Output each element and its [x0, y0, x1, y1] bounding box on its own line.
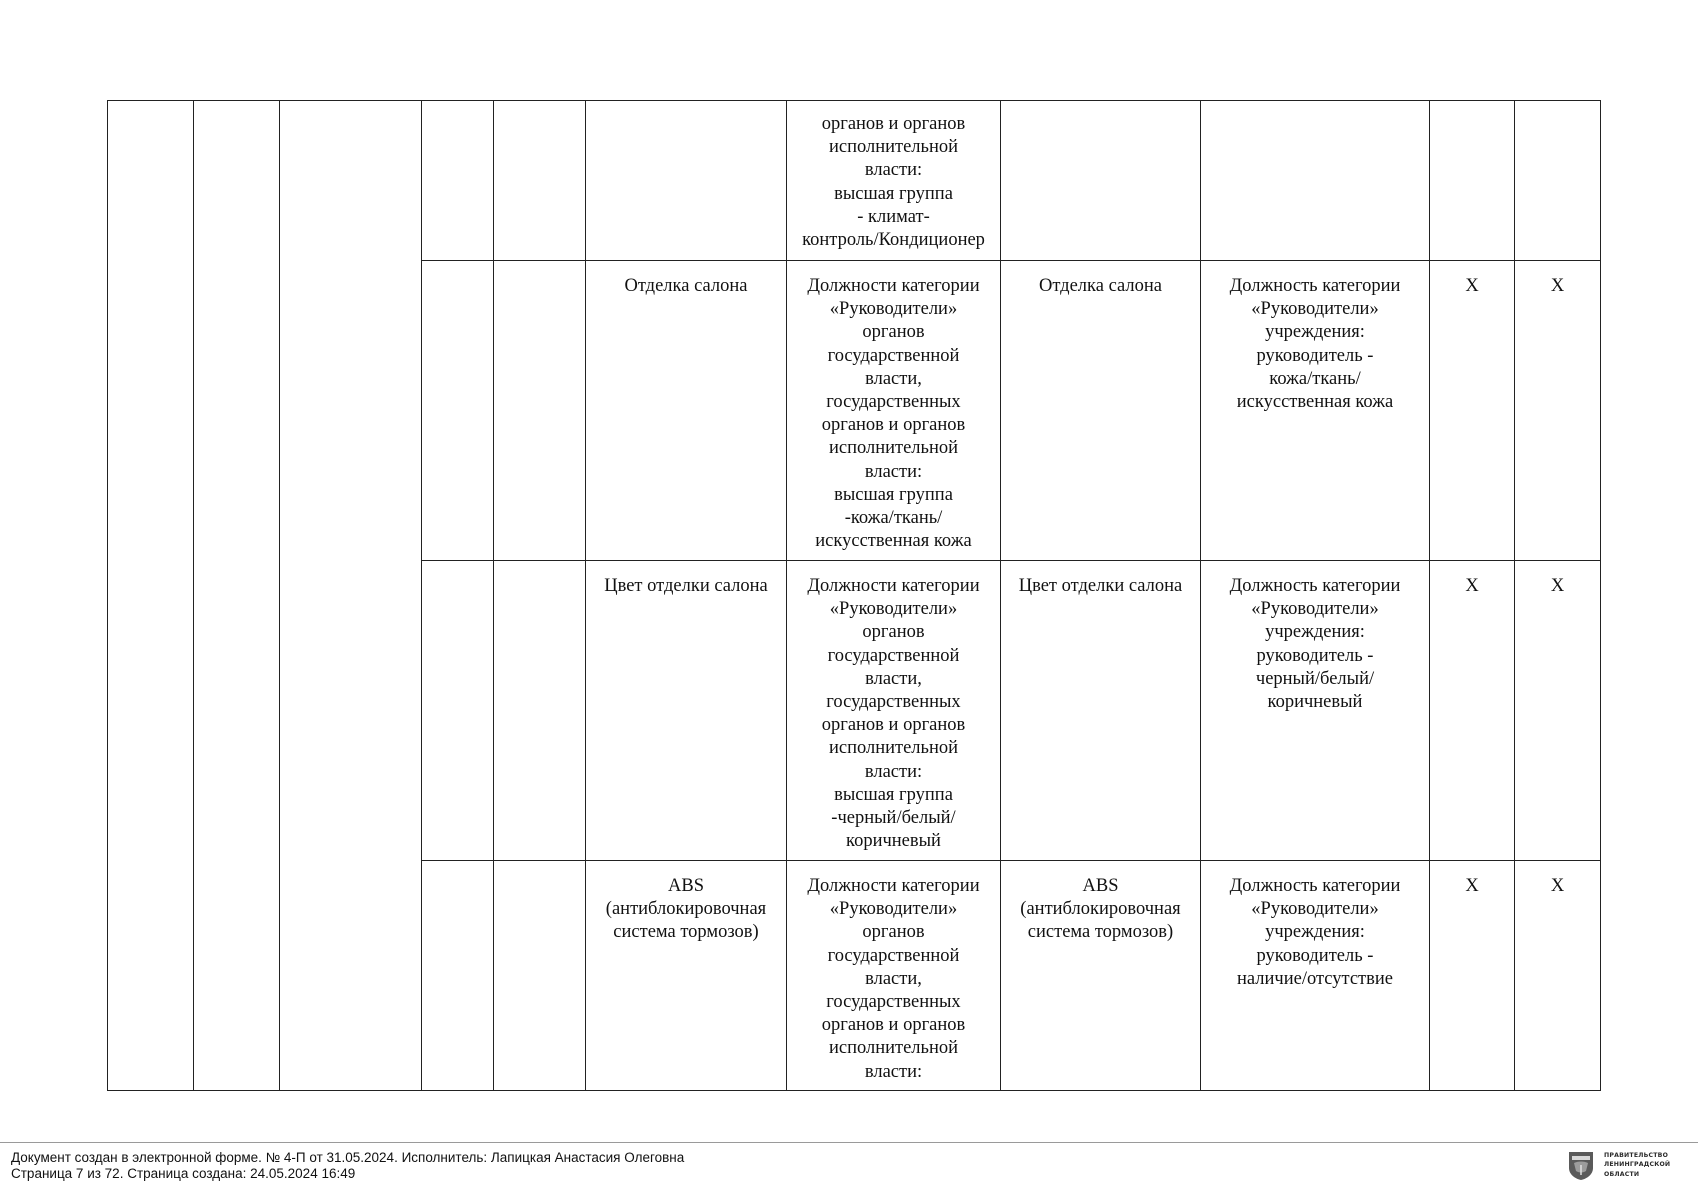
table-cell-characteristic: ABS (антиблокировочная система тормозов): [586, 861, 787, 1091]
table-cell: [494, 561, 586, 861]
table-cell-mark: X: [1430, 861, 1515, 1091]
table-cell-institution-positions: Должность категории «Руководители» учреждения: руководитель - черный/белый/ коричневый: [1201, 561, 1430, 861]
table-cell-mark: X: [1430, 561, 1515, 861]
table-cell-characteristic: Цвет отделки салона: [586, 561, 787, 861]
table-cell: [422, 101, 494, 261]
table-cell: [494, 261, 586, 561]
coat-of-arms-icon: [1568, 1151, 1594, 1181]
table-cell-characteristic: Цвет отделки салона: [1001, 561, 1201, 861]
table-cell-institution-positions: Должность категории «Руководители» учреждения: руководитель - наличие/отсутствие: [1201, 861, 1430, 1091]
table-cell: [1515, 101, 1601, 261]
table-cell: [108, 101, 194, 1091]
table-cell-characteristic: ABS (антиблокировочная система тормозов): [1001, 861, 1201, 1091]
table-cell-official-positions: Должности категории «Руководители» органов государственной власти, государственных органов и органов исполнительной власти: высшая группа -черный/белый/ коричневый: [787, 561, 1001, 861]
table-cell-mark: X: [1430, 261, 1515, 561]
document-footer: [11, 1150, 684, 1182]
table-cell-official-positions: Должности категории «Руководители» органов государственной власти, государственных органов и органов исполнительной власти: высшая группа -кожа/ткань/ искусственная кожа: [787, 261, 1001, 561]
table-cell: [422, 861, 494, 1091]
table-cell-characteristic: Отделка салона: [1001, 261, 1201, 561]
table-cell: [494, 101, 586, 261]
table-cell: [586, 101, 787, 261]
table-cell: [280, 101, 422, 1091]
footer-page-info: Страница 7 из 72. Страница создана: 24.05.2024 16:49: [11, 1166, 356, 1181]
table-cell-official-positions: Должности категории «Руководители» органов государственной власти, государственных органов и органов исполнительной власти:: [787, 861, 1001, 1091]
table-cell: [1430, 101, 1515, 261]
table-cell: [422, 561, 494, 861]
logo-org-name: ПРАВИТЕЛЬСТВО ЛЕНИНГРАДСКОЙ ОБЛАСТИ: [1604, 1152, 1671, 1178]
table-cell-official-positions: органов и органов исполнительной власти: высшая группа - климат- контроль/Кондиционер: [787, 101, 1001, 261]
footer-document-info: Документ создан в электронной форме. № 4-П от 31.05.2024. Исполнитель: Лапицкая Анастасия Олеговна: [11, 1150, 685, 1165]
table-cell-characteristic: Отделка салона: [586, 261, 787, 561]
table-cell: [422, 261, 494, 561]
table-cell: [1201, 101, 1430, 261]
footer-divider: [0, 1142, 1698, 1143]
requirements-table: [107, 100, 1601, 1091]
table-cell: [494, 861, 586, 1091]
table-row: [108, 101, 1601, 261]
table-cell: [1001, 101, 1201, 261]
table-cell: [194, 101, 280, 1091]
government-logo: [1568, 1150, 1694, 1184]
table-cell-mark: X: [1515, 261, 1601, 561]
table-cell-mark: X: [1515, 861, 1601, 1091]
table-cell-mark: X: [1515, 561, 1601, 861]
table-cell-institution-positions: Должность категории «Руководители» учреждения: руководитель - кожа/ткань/ искусственная кожа: [1201, 261, 1430, 561]
